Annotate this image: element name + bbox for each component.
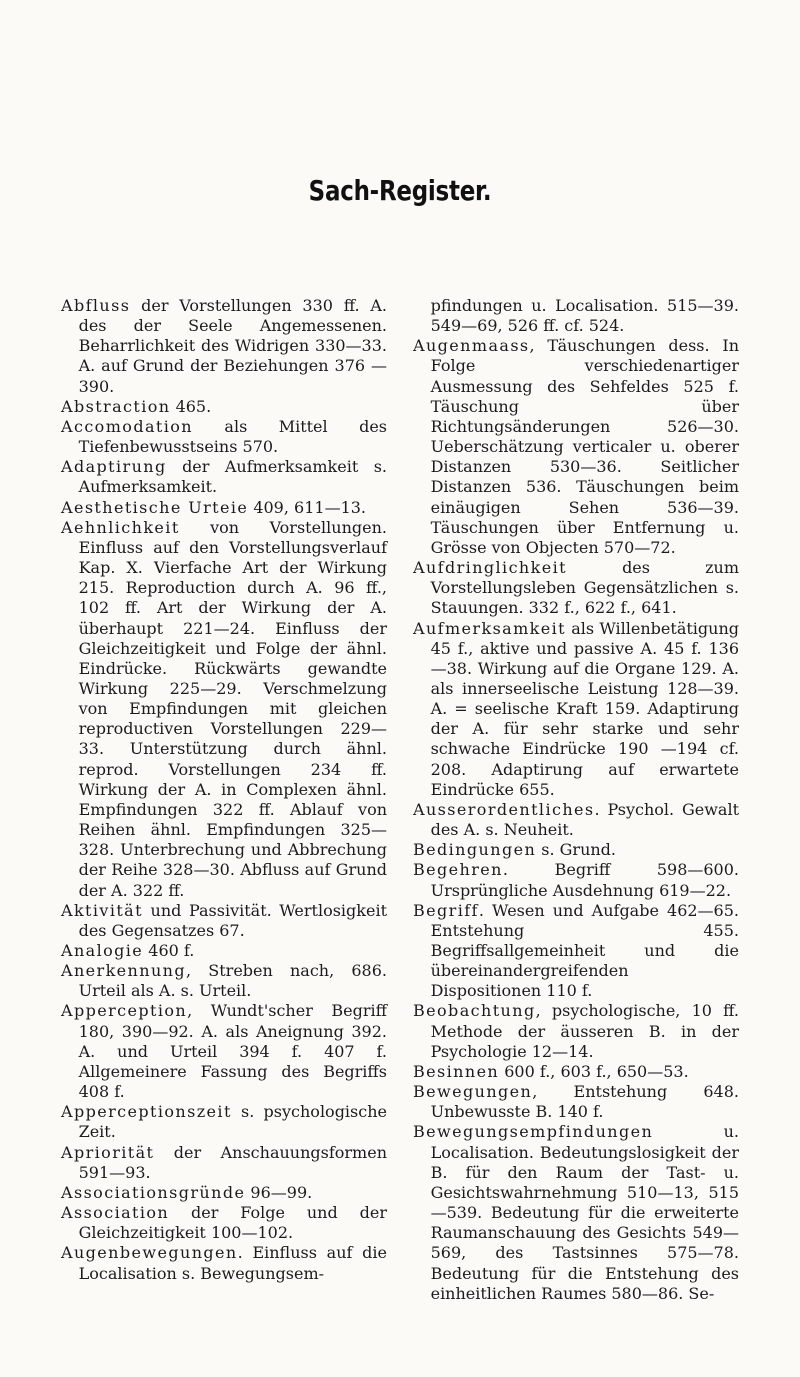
entry-lemma: Bedingungen xyxy=(413,840,537,860)
entry-text: und Passivität. Wertlosigkeit des Gegensatzes 67. xyxy=(78,900,387,940)
register-entry xyxy=(61,296,387,397)
entry-text: , Wundt'scher Begriff 180, 390—92. A. als Aneignung 392. A. und Urteil 394 f. 407 f. Allgemeinere Fassung des Begriffs 408 f. xyxy=(78,1001,387,1102)
entry-text: . Einfluss auf die Localisation s. Bewegungsem- xyxy=(78,1243,387,1283)
page-title: Sach-Register. xyxy=(308,174,492,207)
register-entry xyxy=(413,1062,739,1082)
entry-text: als Willenbetätigung 45 f., aktive und passive A. 45 f. 136—38. Wirkung auf die Organe 129. A. als innerseelische Leistung 128—39. A. = seelische Kraft 159. Adaptirung der A. für sehr starke und sehr schwache Eindrücke 190 —194 cf. 208. Adaptirung auf erwartete Eindrücke 655. xyxy=(430,618,739,799)
register-entry xyxy=(61,1183,387,1203)
entry-text: . Begriff 598—600. Ursprüngliche Ausdehnung 619—22. xyxy=(430,860,739,900)
entry-lemma: Anerkennung xyxy=(61,961,187,981)
entry-lemma: Begehren xyxy=(413,860,503,880)
entry-text: , Streben nach, 686. Urteil als A. s. Urteil. xyxy=(78,961,387,1001)
entry-text: der Aufmerksamkeit s. Aufmerksamkeit. xyxy=(78,457,387,497)
register-entry xyxy=(413,1122,739,1303)
entry-text: der Folge und der Gleichzeitigkeit 100—102. xyxy=(78,1203,387,1243)
entry-lemma: Association xyxy=(61,1203,170,1223)
entry-lemma: Beobachtung xyxy=(413,1001,536,1021)
register-entry xyxy=(413,1001,739,1061)
entry-lemma: Apriorität xyxy=(61,1142,155,1162)
entry-lemma: Bewegungsempfindungen xyxy=(413,1122,654,1142)
entry-text: s. Grund. xyxy=(536,840,617,860)
register-entry xyxy=(61,1203,387,1243)
entry-text: der Vorstellungen 330 ff. A. des der Seele Angemessenen. Beharrlichkeit des Widrigen 330—33. A. auf Grund der Beziehungen 376 —390. xyxy=(78,296,387,396)
register-entry xyxy=(413,619,739,800)
register-entry xyxy=(61,901,387,941)
register-entry xyxy=(61,397,387,417)
register-entry xyxy=(61,941,387,961)
entry-lemma: Aufdringlichkeit xyxy=(413,558,567,578)
entry-lemma: Aehnlichkeit xyxy=(61,517,180,537)
register-entry xyxy=(413,1082,739,1122)
register-entry xyxy=(61,417,387,457)
entry-text: pfindungen u. Localisation. 515—39. 549—69, 526 ff. cf. 524. xyxy=(430,296,739,336)
entry-text: , Entstehung 648. Unbewusste B. 140 f. xyxy=(430,1082,739,1122)
entry-text: . Wesen und Aufgabe 462—65. Entstehung 455. Begriffsallgemeinheit und die übereinandergreifenden Dispositionen 110 f. xyxy=(430,900,739,1001)
register-entry xyxy=(413,860,739,900)
entry-lemma: Abfluss xyxy=(61,296,131,315)
entry-text: von Vorstellungen. Einfluss auf den Vorstellungsverlauf Kap. X. Vierfache Art der Wirkung 215. Reproduction durch A. 96 ff., 102 ff. Art der Wirkung der A. überhaupt 221—24. Einfluss der Gleichzeitigkeit und Folge der ähnl. Eindrücke. Rückwärts gewandte Wirkung 225—29. Verschmelzung von Empfindungen mit gleichen reproductiven Vorstellungen 229—33. Unterstützung durch ähnl. reprod. Vorstellungen 234 ff. Wirkung der A. in Complexen ähnl. Empfindungen 322 ff. Ablauf von Reihen ähnl. Empfindungen 325—328. Unterbrechung und Abbrechung der Reihe 328—30. Abfluss auf Grund der A. 322 ff. xyxy=(78,517,387,900)
entry-text: , psychologische, 10 ff. Methode der äusseren B. in der Psychologie 12—14. xyxy=(430,1001,739,1061)
entry-text: , Täuschungen dess. In Folge verschiedenartiger Ausmessung des Sehfeldes 525 f. Täuschung über Richtungsänderungen 526—30. Ueberschätzung verticaler u. oberer Distanzen 530—36. Seitlicher Distanzen 536. Täuschungen beim einäugigen Sehen 536—39. Täuschungen über Entfernung u. Grösse von Objecten 570—72. xyxy=(430,336,739,557)
register-entry xyxy=(61,961,387,1001)
entry-lemma: Begriff xyxy=(413,900,479,920)
register-entry xyxy=(413,840,739,860)
entry-lemma: Bewegungen xyxy=(413,1082,533,1102)
entry-text: der Anschauungsformen 591—93. xyxy=(78,1142,387,1182)
entry-text: s. psychologische Zeit. xyxy=(78,1102,387,1142)
entry-lemma: Aufmerksamkeit xyxy=(413,618,566,638)
entry-text: 600 f., 603 f., 650—53. xyxy=(499,1061,689,1081)
entry-lemma: Abstraction xyxy=(61,396,171,416)
entry-text: 460 f. xyxy=(143,941,195,960)
entry-text: des zum Vorstellungsleben Gegensätzlichen s. Stauungen. 332 f., 622 f., 641. xyxy=(430,558,739,618)
register-entry xyxy=(61,457,387,497)
entry-lemma: Ausserordentliches xyxy=(413,799,595,819)
entry-lemma: Besinnen xyxy=(413,1061,500,1081)
register-column-right xyxy=(413,296,739,1304)
entry-text: 96—99. xyxy=(245,1182,313,1202)
register-entry xyxy=(413,558,739,618)
entry-lemma: Aktivität xyxy=(61,900,143,920)
entry-text: u. Localisation. Bedeutungslosigkeit der B. für den Raum der Tast- u. Gesichtswahrnehmung 510—13, 515—539. Bedeutung für die erweiterte Raumanschauung des Gesichts 549—569, des Tastsinnes 575—78. Bedeutung für die Entstehung des einheitlichen Raumes 580—86. Se- xyxy=(430,1122,739,1303)
register-entry xyxy=(61,1102,387,1142)
entry-lemma: Augenmaass xyxy=(413,336,530,356)
entry-text: 409, 611—13. xyxy=(248,497,367,517)
register-entry xyxy=(61,1243,387,1283)
register-entry xyxy=(413,800,739,840)
entry-lemma: Accomodation xyxy=(61,416,193,436)
register-entry xyxy=(61,498,387,518)
entry-lemma: Apperception xyxy=(61,1001,188,1021)
entry-lemma: Apperceptionszeit xyxy=(61,1102,232,1122)
entry-lemma: Associationsgründe xyxy=(61,1182,246,1202)
entry-text: . Psychol. Gewalt des A. s. Neuheit. xyxy=(430,799,739,840)
register-entry xyxy=(61,518,387,901)
entry-lemma: Augenbewegungen xyxy=(61,1243,238,1263)
register-entry xyxy=(413,901,739,1002)
register-entry xyxy=(413,336,739,558)
entry-text: als Mittel des Tiefenbewusstseins 570. xyxy=(78,416,387,457)
entry-lemma: Adaptirung xyxy=(61,457,167,477)
register-column-left xyxy=(61,296,387,1284)
entry-lemma: Aesthetische Urteie xyxy=(61,497,249,517)
register-entry xyxy=(61,1001,387,1102)
entry-text: 465. xyxy=(170,396,212,416)
register-entry xyxy=(61,1143,387,1183)
entry-lemma: Analogie xyxy=(61,941,144,960)
register-entry xyxy=(413,296,739,336)
